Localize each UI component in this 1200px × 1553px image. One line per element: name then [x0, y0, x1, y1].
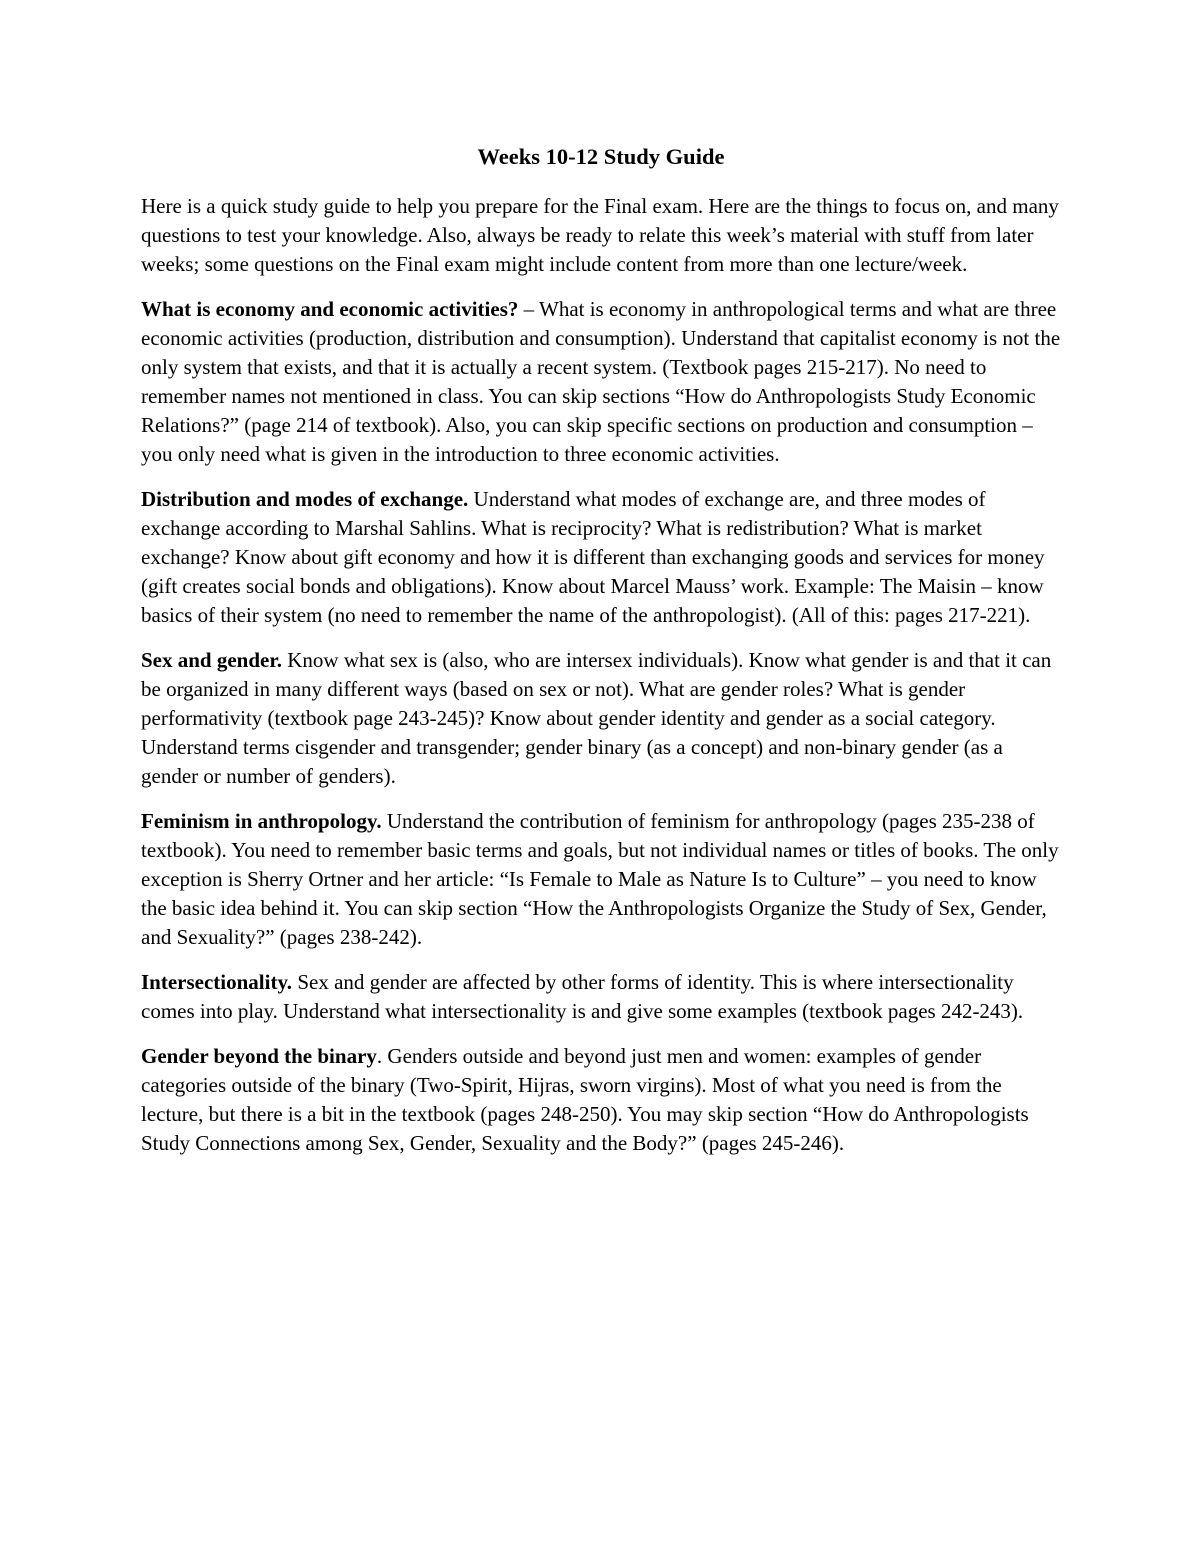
section-heading: Gender beyond the binary — [141, 1044, 377, 1068]
section-body: – What is economy in anthropological terms and what are three economic activities (production, distribution and consumption). Understand that capitalist economy is not the only system that exists, and that it is actually a recent system. (Textbook pages 215-217). No need to remember names not mentioned in class. You can skip sections “How do Anthropologists Study Economic Relations?” (page 214 of textbook). Also, you can skip specific sections on production and consumption – you only need what is given in the introduction to three economic activities. — [141, 297, 1061, 466]
intro-paragraph: Here is a quick study guide to help you prepare for the Final exam. Here are the things to focus on, and many questions to test your knowledge. Also, always be ready to relate this week’s material with stuff from later weeks; some questions on the Final exam might include content from more than one lecture/week. — [141, 194, 1059, 276]
section-body: Sex and gender are affected by other forms of identity. This is where intersectionality comes into play. Understand what intersectionality is and give some examples (textbook pages 242-243). — [141, 970, 1024, 1023]
section-body: . Genders outside and beyond just men and women: examples of gender categories outside of the binary (Two-Spirit, Hijras, sworn virgins). Most of what you need is from the lecture, but there is a bit in the textbook (pages 248-250). You may skip section “How do Anthropologists Study Connections among Sex, Gender, Sexuality and the Body?” (pages 245-246). — [141, 1044, 1029, 1155]
section-body: Understand the contribution of feminism for anthropology (pages 235-238 of textbook). You need to remember basic terms and goals, but not individual names or titles of books. The only exception is Sherry Ortner and her article: “Is Female to Male as Nature Is to Culture” – you need to know the basic idea behind it. You can skip section “How the Anthropologists Organize the Study of Sex, Gender, and Sexuality?” (pages 238-242). — [141, 809, 1059, 949]
section-heading: Intersectionality. — [141, 970, 293, 994]
section-feminism — [141, 807, 1061, 952]
document-title: Weeks 10-12 Study Guide — [477, 144, 725, 169]
section-heading: What is economy and economic activities? — [141, 297, 519, 321]
section-distribution — [141, 485, 1061, 630]
section-heading: Feminism in anthropology. — [141, 809, 382, 833]
section-sex-gender — [141, 646, 1061, 791]
section-heading: Sex and gender. — [141, 648, 283, 672]
section-heading: Distribution and modes of exchange. — [141, 487, 469, 511]
section-economy — [141, 295, 1061, 469]
section-body: Understand what modes of exchange are, and three modes of exchange according to Marshal Sahlins. What is reciprocity? What is redistribution? What is market exchange? Know about gift economy and how it is different than exchanging goods and services for money (gift creates social bonds and obligations). Know about Marcel Mauss’ work. Example: The Maisin – know basics of their system (no need to remember the name of the anthropologist). (All of this: pages 217-221). — [141, 487, 1045, 627]
section-body: Know what sex is (also, who are intersex individuals). Know what gender is and that it can be organized in many different ways (based on sex or not). What are gender roles? What is gender performativity (textbook page 243-245)? Know about gender identity and gender as a social category. Understand terms cisgender and transgender; gender binary (as a concept) and non-binary gender (as a gender or number of genders). — [141, 648, 1052, 788]
document-page — [141, 142, 1061, 1174]
section-intersectionality — [141, 968, 1061, 1026]
section-beyond-binary — [141, 1042, 1061, 1158]
